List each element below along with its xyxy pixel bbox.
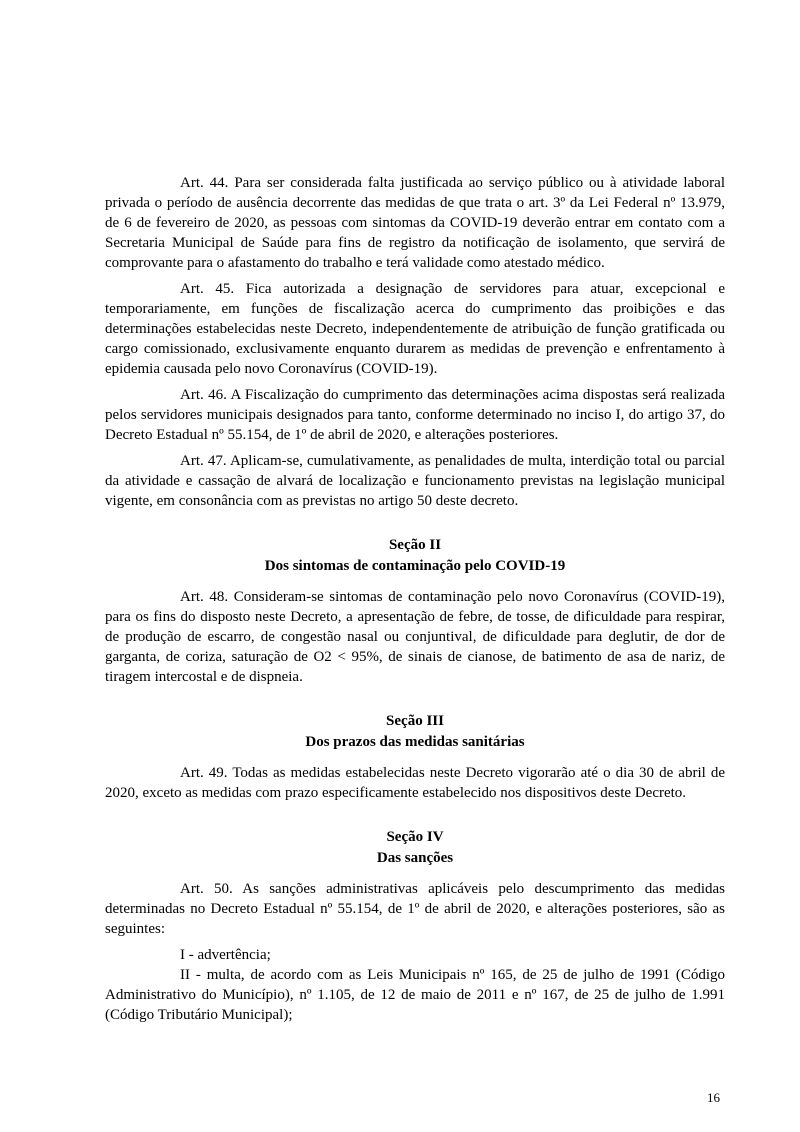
section-4-heading — [105, 827, 725, 869]
article-46-paragraph: Art. 46. A Fiscalização do cumprimento das determinações acima dispostas será realizada pelos servidores municipais designados para tanto, conforme determinado no inciso I, do artigo 37, do Decreto Estadual nº 55.154, de 1º de abril de 2020, e alterações posteriores. — [105, 387, 725, 443]
section-3-title: Seção III — [386, 713, 444, 729]
article-48-paragraph: Art. 48. Consideram-se sintomas de contaminação pelo novo Coronavírus (COVID-19), para os fins do disposto neste Decreto, a apresentação de febre, de tosse, de dificuldade para respirar, de produção de escarro, de congestão nasal ou conjuntival, de dificuldade para deglutir, de dor de garganta, de coriza, saturação de O2 < 95%, de sinais de cianose, de batimento de asa de nariz, de tiragem intercostal e de dispneia. — [105, 589, 725, 685]
article-44-paragraph: Art. 44. Para ser considerada falta justificada ao serviço público ou à atividade laboral privada o período de ausência decorrente das medidas de que trata o art. 3º da Lei Federal nº 13.979, de 6 de fevereiro de 2020, as pessoas com sintomas da COVID-19 deverão entrar em contato com a Secretaria Municipal de Saúde para fins de registro da notificação de isolamento, que servirá de comprovante para o afastamento do trabalho e terá validade como atestado médico. — [105, 175, 725, 271]
page-number: 16 — [707, 1090, 720, 1105]
article-45-paragraph: Art. 45. Fica autorizada a designação de servidores para atuar, excepcional e temporariamente, em funções de fiscalização acerca do cumprimento das proibições e das determinações estabelecidas neste Decreto, independentemente de atribuição de função gratificada ou cargo comissionado, exclusivamente enquanto durarem as medidas de prevenção e enfrentamento à epidemia causada pelo novo Coronavírus (COVID-19). — [105, 281, 725, 377]
article-50-paragraph: Art. 50. As sanções administrativas aplicáveis pelo descumprimento das medidas determinadas no Decreto Estadual nº 55.154, de 1º de abril de 2020, e alterações posteriores, são as seguintes: — [105, 881, 725, 937]
page-footer — [707, 1090, 720, 1105]
sanction-item-1: I - advertência; — [180, 947, 271, 963]
article-47-paragraph: Art. 47. Aplicam-se, cumulativamente, as penalidades de multa, interdição total ou parcial da atividade e cassação de alvará de localização e funcionamento previstas na legislação municipal vigente, em consonância com as previstas no artigo 50 deste decreto. — [105, 453, 725, 509]
section-4-subtitle: Das sanções — [376, 850, 454, 866]
section-2-subtitle: Dos sintomas de contaminação pelo COVID-19 — [264, 558, 566, 574]
sanction-item-2: II - multa, de acordo com as Leis Municipais nº 165, de 25 de julho de 1991 (Código Administrativo do Município), nº 1.105, de 12 de maio de 2011 e nº 167, de 25 de julho de 1.991 (Código Tributário Municipal); — [105, 967, 725, 1023]
section-4-title: Seção IV — [386, 829, 444, 845]
document-body — [105, 173, 725, 1025]
section-2-heading — [105, 535, 725, 577]
article-49-paragraph: Art. 49. Todas as medidas estabelecidas neste Decreto vigorarão até o dia 30 de abril de 2020, exceto as medidas com prazo especificamente estabelecido nos dispositivos deste Decreto. — [105, 765, 725, 801]
section-3-heading — [105, 711, 725, 753]
section-3-subtitle: Dos prazos das medidas sanitárias — [305, 734, 525, 750]
section-2-title: Seção II — [388, 537, 442, 553]
